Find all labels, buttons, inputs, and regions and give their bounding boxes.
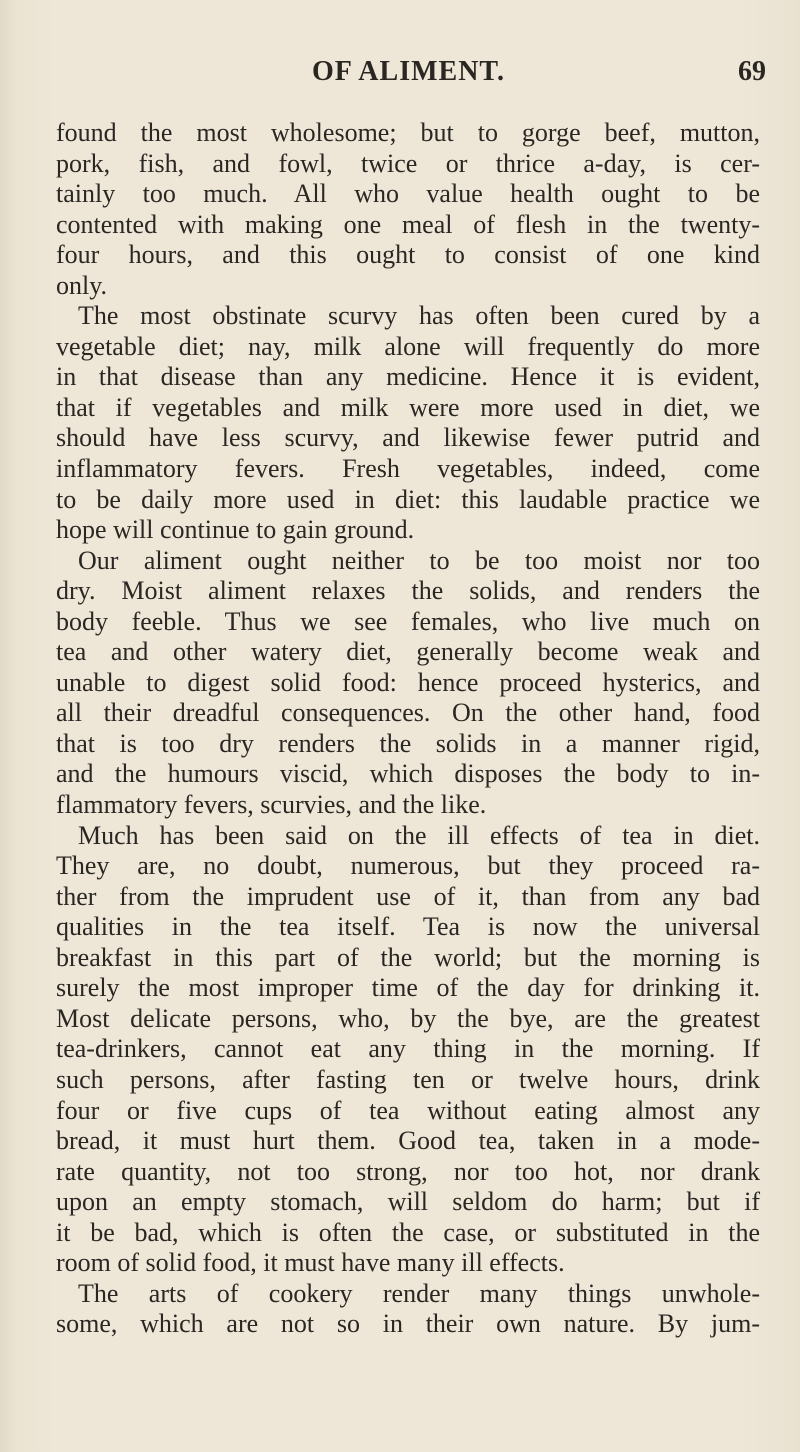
text-line: that if vegetables and milk were more used in diet, we (56, 392, 760, 422)
text-line: unable to digest solid food: hence proceed hysterics, and (56, 667, 760, 697)
text-line: The most obstinate scurvy has often been cured by a (78, 301, 760, 331)
text-line: qualities in the tea itself. Tea is now the universal (56, 912, 760, 942)
text-line: flammatory fevers, scurvies, and the like. (56, 790, 487, 820)
text-line: tainly too much. All who value health ought to be (56, 179, 760, 209)
text-line: should have less scurvy, and likewise fewer putrid and (56, 423, 760, 453)
page-header (0, 56, 800, 96)
text-line: four hours, and this ought to consist of one kind (56, 240, 760, 270)
text-line: bread, it must hurt them. Good tea, taken in a mode- (56, 1126, 760, 1156)
text-line: that is too dry renders the solids in a manner rigid, (56, 728, 760, 758)
text-line: The arts of cookery render many things unwhole- (78, 1278, 760, 1308)
text-line: four or five cups of tea without eating almost any (56, 1095, 760, 1125)
text-line: all their dreadful consequences. On the other hand, food (56, 698, 760, 728)
text-line: pork, fish, and fowl, twice or thrice a-day, is cer- (56, 148, 760, 178)
text-line: and the humours viscid, which disposes the body to in- (56, 759, 760, 789)
text-line: breakfast in this part of the world; but the morning is (56, 942, 760, 972)
text-line: in that disease than any medicine. Hence it is evident, (56, 362, 760, 392)
text-line: to be daily more used in diet: this laudable practice we (56, 484, 760, 514)
running-head: OF ALIMENT. (312, 56, 506, 87)
text-line: tea-drinkers, cannot eat any thing in the morning. If (56, 1034, 760, 1064)
text-line: only. (56, 270, 108, 300)
text-line: surely the most improper time of the day for drinking it. (56, 973, 760, 1003)
body-text (56, 118, 760, 1340)
text-line: found the most wholesome; but to gorge beef, mutton, (56, 118, 760, 147)
text-line: Much has been said on the ill effects of tea in diet. (78, 820, 760, 850)
text-line: room of solid food, it must have many ill effects. (56, 1248, 565, 1278)
text-line: some, which are not so in their own nature. By jum- (56, 1309, 760, 1339)
text-line: it be bad, which is often the case, or substituted in the (56, 1217, 760, 1247)
page-number: 69 (738, 56, 766, 87)
text-line: rate quantity, not too strong, nor too hot, nor drank (56, 1156, 760, 1186)
text-line: tea and other watery diet, generally become weak and (56, 637, 760, 667)
text-line: contented with making one meal of flesh in the twenty- (56, 209, 760, 239)
text-line: ther from the imprudent use of it, than from any bad (56, 881, 760, 911)
text-line: hope will continue to gain ground. (56, 515, 415, 545)
text-line: Most delicate persons, who, by the bye, are the greatest (56, 1003, 760, 1033)
text-line: dry. Moist aliment relaxes the solids, and renders the (56, 576, 760, 606)
text-line: body feeble. Thus we see females, who live much on (56, 606, 760, 636)
text-line: They are, no doubt, numerous, but they proceed ra- (56, 851, 760, 881)
text-line: inflammatory fevers. Fresh vegetables, indeed, come (56, 454, 760, 484)
text-line: Our aliment ought neither to be too moist nor too (78, 545, 760, 575)
text-line: upon an empty stomach, will seldom do harm; but if (56, 1187, 760, 1217)
text-line: such persons, after fasting ten or twelve hours, drink (56, 1064, 760, 1094)
text-line: vegetable diet; nay, milk alone will frequently do more (56, 331, 760, 361)
